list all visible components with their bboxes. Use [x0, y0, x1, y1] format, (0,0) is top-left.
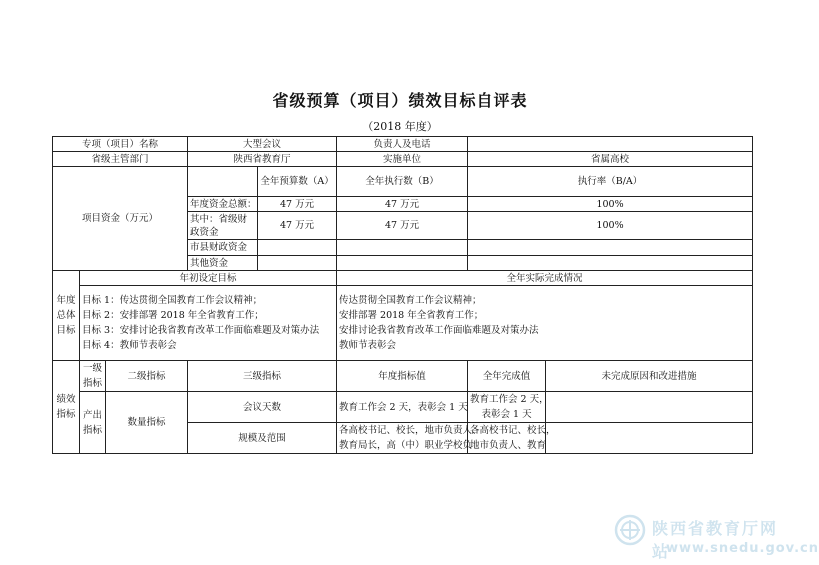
funds-row-exec	[337, 240, 468, 256]
goals-content-row	[53, 286, 753, 361]
goal-initial-item: 目标 2：安排部署 2018 年全省教育工作；	[82, 310, 264, 321]
contact-label: 负责人及电话	[337, 137, 468, 152]
indicator-actual-line: 教育工作会 2 天，	[470, 394, 549, 405]
funds-row-label: 其他资金	[188, 256, 258, 271]
level1-value: 产出指标	[80, 392, 106, 454]
funds-row-label: 市县财政资金	[188, 240, 258, 256]
indicator-level3: 规模及范围	[188, 423, 337, 454]
goal-initial-item: 目标 4：教师节表彰会	[82, 340, 177, 351]
indicators-header-row	[53, 361, 753, 392]
site-watermark	[614, 512, 819, 562]
funds-row-label: 其中：省级财政资金	[188, 212, 258, 240]
col-exec-header: 全年执行数（B）	[337, 167, 468, 197]
funds-label: 项目资金（万元）	[53, 167, 188, 271]
funds-row-exec	[337, 256, 468, 271]
goals-actual-list	[337, 286, 753, 361]
page-title: 省级预算（项目）绩效目标自评表	[272, 91, 528, 110]
funds-row-label: 年度资金总额：	[188, 197, 258, 212]
indicator-reason	[546, 423, 753, 454]
department-row	[53, 152, 753, 167]
funds-row-budget: 47 万元	[258, 197, 337, 212]
indicator-actual-line: 地市负责人、教育	[470, 440, 547, 451]
indicator-actual	[468, 392, 549, 423]
watermark-url: www.snedu.gov.cn	[666, 541, 819, 556]
goal-actual-item: 教师节表彰会	[339, 340, 397, 351]
indicator-level3: 会议天数	[188, 392, 337, 423]
impl-value: 省属高校	[468, 152, 753, 167]
funds-row-budget	[258, 240, 337, 256]
reason-header: 未完成原因和改进措施	[546, 361, 753, 392]
funds-row-rate: 100%	[468, 197, 753, 212]
actual-header: 全年完成值	[468, 361, 546, 392]
level1-header: 一级指标	[80, 361, 106, 392]
goal-actual-item: 传达贯彻全国教育工作会议精神；	[339, 295, 482, 306]
indicator-row	[53, 392, 753, 423]
goals-header-row	[53, 271, 753, 286]
goal-actual-item: 安排部署 2018 年全省教育工作；	[339, 310, 484, 321]
goals-initial-header: 年初设定目标	[80, 271, 337, 286]
impl-label: 实施单位	[337, 152, 468, 167]
funds-header-row	[53, 167, 753, 197]
indicators-label: 绩效指标	[53, 361, 80, 454]
indicator-actual-line: 各高校书记、校长，	[470, 425, 556, 436]
indicator-actual	[468, 423, 556, 454]
goals-label: 年度总体目标	[53, 271, 80, 361]
goal-initial-item: 目标 3：安排讨论我省教育改革工作面临难题及对策办法	[82, 325, 320, 336]
project-name-value: 大型会议	[188, 137, 337, 152]
project-name-row	[53, 137, 753, 152]
funds-row-exec: 47 万元	[337, 197, 468, 212]
level3-header: 三级指标	[188, 361, 337, 392]
col-rate-header: 执行率（B/A）	[468, 167, 753, 197]
goals-initial-list	[80, 286, 337, 361]
funds-row-rate	[468, 240, 753, 256]
funds-row-budget: 47 万元	[258, 212, 337, 240]
target-header: 年度指标值	[337, 361, 468, 392]
funds-row-rate	[468, 256, 753, 271]
indicator-reason	[546, 392, 753, 423]
year-subtitle: （2018 年度）	[362, 120, 438, 133]
indicator-target: 教育工作会 2 天，表彰会 1 天	[337, 392, 468, 423]
col-budget-header: 全年预算数（A）	[258, 167, 337, 197]
level2-value: 数量指标	[106, 392, 188, 454]
dept-value: 陕西省教育厅	[188, 152, 337, 167]
evaluation-table	[52, 136, 753, 454]
watermark-site-name: 陕西省教育厅网站	[652, 519, 779, 561]
project-name-label: 专项（项目）名称	[53, 137, 188, 152]
goal-initial-item: 目标 1：传达贯彻全国教育工作会议精神；	[82, 295, 263, 306]
funds-row-exec: 47 万元	[337, 212, 468, 240]
funds-row-rate: 100%	[468, 212, 753, 240]
dept-label: 省级主管部门	[53, 152, 188, 167]
funds-row-budget	[258, 256, 337, 271]
contact-value	[468, 137, 753, 152]
indicator-target	[337, 423, 482, 454]
indicator-actual-line: 表彰会 1 天	[481, 409, 532, 420]
funds-blank-cell	[188, 167, 258, 197]
level2-header: 二级指标	[106, 361, 188, 392]
indicator-target-line: 各高校书记、校长，地市负责人、	[339, 425, 482, 436]
goals-actual-header: 全年实际完成情况	[337, 271, 753, 286]
emblem-icon	[614, 514, 646, 546]
indicator-target-line: 教育局长，高（中）职业学校负	[339, 440, 473, 451]
goal-actual-item: 安排讨论我省教育改革工作面临难题及对策办法	[339, 325, 539, 336]
